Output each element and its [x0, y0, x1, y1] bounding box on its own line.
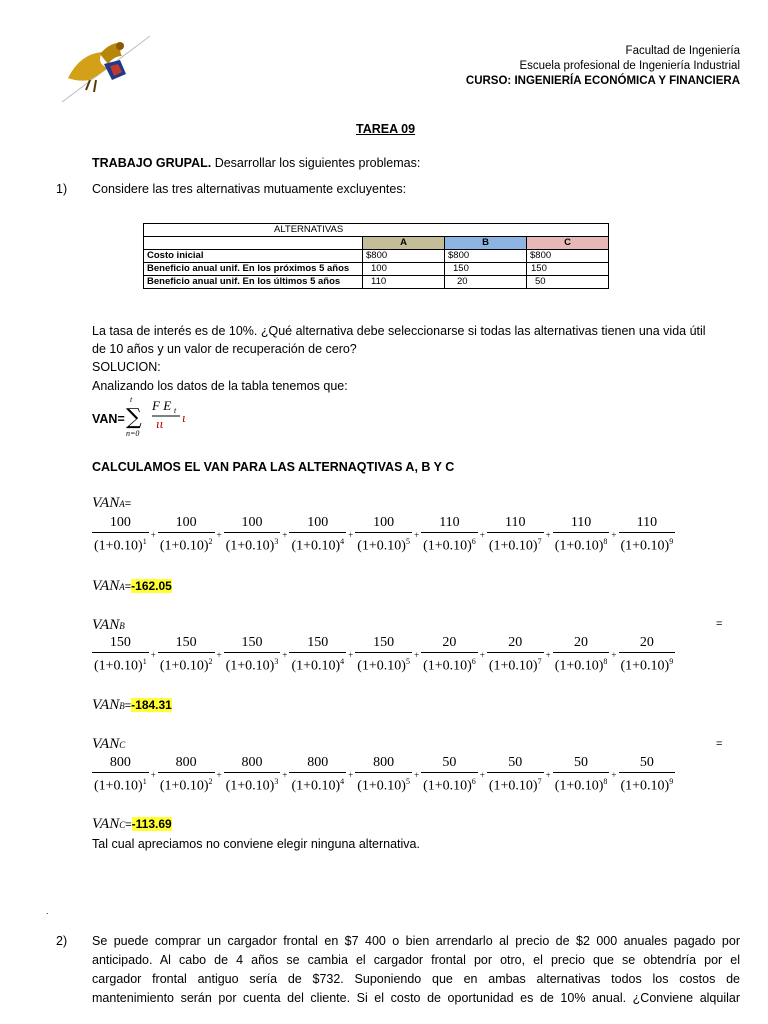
plus-sign: +	[413, 769, 420, 780]
fraction-denominator: $(1+0.10)^2$	[159, 537, 213, 554]
fraction-denominator: $(1+0.10)^2$	[159, 657, 213, 674]
fraction-numerator: 800	[158, 754, 215, 773]
fraction-term	[158, 754, 215, 796]
table-row	[144, 276, 609, 289]
fraction-denominator: $(1+0.10)^8$	[554, 657, 608, 674]
plus-sign: +	[216, 529, 222, 540]
fraction-denominator: $(1+0.10)^7$	[488, 777, 542, 794]
van-c-result: -113.69	[131, 817, 172, 831]
svg-text:∑: ∑	[126, 405, 142, 430]
plus-sign: +	[545, 649, 551, 660]
fraction-denominator: $(1+0.10)^9$	[620, 777, 674, 794]
plus-sign: +	[479, 769, 485, 780]
plus-sign: +	[545, 529, 551, 540]
fraction-denominator: $(1+0.10)^5$	[357, 657, 410, 674]
plus-sign: +	[216, 649, 222, 660]
fraction-term	[487, 634, 544, 676]
row-label: Beneficio anual unif. En los próximos 5 años	[144, 263, 363, 276]
fraction-term	[619, 634, 676, 676]
cell-value: 50	[527, 276, 609, 289]
fraction-numerator: 800	[224, 754, 281, 773]
fraction-term	[289, 754, 346, 796]
plus-sign: +	[150, 769, 156, 780]
header-course: CURSO: INGENIERÍA ECONÓMICA Y FINANCIERA	[465, 75, 740, 87]
svg-text:n=0: n=0	[126, 429, 140, 438]
fraction-numerator: 150	[289, 634, 346, 653]
fraction-numerator: 100	[92, 514, 149, 533]
intro-heading-rest: Desarrollar los siguientes problemas:	[211, 156, 421, 170]
fraction-term	[92, 754, 149, 796]
intro-heading: TRABAJO GRUPAL.	[92, 156, 212, 170]
fraction-numerator: 150	[355, 634, 412, 653]
fraction-denominator: $(1+0.10)^8$	[554, 777, 608, 794]
van-b-equals: =	[716, 618, 723, 630]
plus-sign: +	[348, 649, 354, 660]
fraction-term	[553, 754, 610, 796]
plus-sign: +	[413, 529, 420, 540]
fraction-numerator: 800	[92, 754, 149, 773]
fraction-term	[619, 514, 676, 556]
column-header-a: A	[363, 237, 445, 250]
van-c-equals: =	[716, 738, 723, 750]
fraction-term	[355, 754, 412, 796]
page-title: TAREA 09	[356, 122, 416, 136]
fraction-numerator: 20	[421, 634, 478, 653]
problem1-statement: Considere las tres alternativas mutuamente excluyentes:	[92, 182, 407, 196]
fraction-term	[355, 634, 412, 676]
fraction-numerator: 150	[92, 634, 149, 653]
van-c-result-line: VANC=-113.69	[92, 816, 172, 832]
problem2-number: 2)	[56, 934, 68, 948]
plus-sign: +	[611, 649, 617, 660]
plus-sign: +	[282, 649, 288, 660]
van-b-result: -184.31	[131, 698, 172, 712]
analysis-text: Analizando los datos de la tabla tenemos que:	[92, 379, 348, 393]
fraction-denominator: $(1+0.10)^3$	[225, 537, 279, 554]
fraction-term	[487, 514, 544, 556]
fraction-term	[487, 754, 544, 796]
fraction-denominator: $(1+0.10)^3$	[225, 657, 279, 674]
fraction-term	[92, 634, 149, 676]
van-c-label: VANC	[92, 736, 126, 752]
plus-sign: +	[150, 649, 156, 660]
solution-label: SOLUCION:	[92, 360, 161, 374]
fraction-numerator: 50	[421, 754, 478, 773]
plus-sign: +	[348, 529, 354, 540]
university-logo	[60, 34, 152, 106]
plus-sign: +	[348, 769, 354, 780]
fraction-denominator: $(1+0.10)^1$	[94, 657, 147, 674]
cell-value: 100	[363, 263, 445, 276]
plus-sign: +	[479, 529, 485, 540]
svg-text:F E: F E	[152, 398, 172, 413]
fraction-term	[289, 634, 346, 676]
fraction-denominator: $(1+0.10)^8$	[554, 537, 608, 554]
fraction-denominator: $(1+0.10)^3$	[225, 777, 279, 794]
alternatives-table	[143, 223, 609, 289]
conclusion-text: Tal cual apreciamos no conviene elegir ninguna alternativa.	[92, 837, 420, 851]
problem2-line-2: anticipado. Al cabo de 4 años se cambia el cargador frontal por otro, el precio que se obtendría por el	[92, 953, 740, 967]
fraction-denominator: $(1+0.10)^2$	[159, 777, 213, 794]
fraction-denominator: $(1+0.10)^1$	[94, 537, 147, 554]
problem1-number: 1)	[56, 182, 68, 196]
fraction-numerator: 110	[421, 514, 478, 533]
fraction-denominator: $(1+0.10)^6$	[423, 537, 476, 554]
fraction-numerator: 110	[619, 514, 676, 533]
problem2-line-4: mantenimiento serán por cuenta del cliente. Si el costo de oportunidad es de 10% anual. ¿Conviene alquilar	[92, 991, 740, 1005]
fraction-denominator: $(1+0.10)^7$	[488, 537, 542, 554]
van-a-result: -162.05	[131, 579, 172, 593]
stray-mark: .	[46, 906, 49, 916]
cell-value: 20	[445, 276, 527, 289]
van-a-result-line: VANA=-162.05	[92, 578, 172, 594]
fraction-denominator: $(1+0.10)^4$	[291, 657, 345, 674]
fraction-numerator: 50	[619, 754, 676, 773]
fraction-denominator: $(1+0.10)^7$	[488, 657, 542, 674]
fraction-numerator: 800	[355, 754, 412, 773]
fraction-numerator: 150	[224, 634, 281, 653]
row-label: Costo inicial	[144, 250, 363, 263]
cell-value: 150	[527, 263, 609, 276]
question-line-2: de 10 años y un valor de recuperación de cero?	[92, 342, 357, 356]
fraction-denominator: $(1+0.10)^6$	[423, 657, 476, 674]
van-formula-label: VAN=	[92, 412, 125, 426]
header-school: Escuela profesional de Ingeniería Industrial	[519, 60, 740, 72]
question-line-1: La tasa de interés es de 10%. ¿Qué alternativa debe seleccionarse si todas las alternativas tienen una vida útil	[92, 324, 706, 338]
fraction-numerator: 110	[553, 514, 610, 533]
fraction-numerator: 50	[487, 754, 544, 773]
problem2-line-1: Se puede comprar un cargador frontal en $7 400 o bien arrendarlo al precio de $2 000 anuales pagado por	[92, 934, 740, 948]
table-row	[144, 263, 609, 276]
fraction-numerator: 150	[158, 634, 215, 653]
van-a-label: VANA=	[92, 495, 132, 511]
fraction-term	[224, 634, 281, 676]
table-title: ALTERNATIVAS	[144, 224, 609, 237]
cell-value: $800	[363, 250, 445, 263]
fraction-term	[553, 514, 610, 556]
cell-value: 150	[445, 263, 527, 276]
problem2-line-3: cargador frontal antiguo sería de $732. Suponiendo que en ambas alternativas todos los costos de	[92, 972, 740, 986]
table-header-row	[144, 237, 609, 250]
plus-sign: +	[150, 529, 156, 540]
fraction-term	[92, 514, 149, 556]
row-label: Beneficio anual unif. En los últimos 5 años	[144, 276, 363, 289]
plus-sign: +	[611, 529, 617, 540]
column-header-c: C	[527, 237, 609, 250]
cell-value: $800	[445, 250, 527, 263]
fraction-term	[619, 754, 676, 796]
svg-text:ιι: ιι	[156, 416, 164, 431]
van-formula	[126, 394, 196, 440]
fraction-numerator: 20	[553, 634, 610, 653]
svg-text:t: t	[174, 406, 177, 415]
fraction-numerator: 110	[487, 514, 544, 533]
van-c-equation	[92, 754, 675, 796]
fraction-term	[224, 754, 281, 796]
fraction-term	[158, 514, 215, 556]
fraction-term	[224, 514, 281, 556]
cell-value: $800	[527, 250, 609, 263]
van-b-result-line: VANB=-184.31	[92, 697, 172, 713]
van-b-label: VANB	[92, 617, 125, 633]
svg-text:t: t	[130, 395, 133, 404]
fraction-term	[289, 514, 346, 556]
fraction-term	[553, 634, 610, 676]
fraction-numerator: 20	[619, 634, 676, 653]
fraction-term	[421, 754, 478, 796]
fraction-term	[355, 514, 412, 556]
intro-line	[92, 154, 420, 173]
calc-heading: CALCULAMOS EL VAN PARA LAS ALTERNAQTIVAS A, B Y C	[92, 460, 455, 474]
plus-sign: +	[611, 769, 617, 780]
fraction-term	[421, 514, 478, 556]
column-header-b: B	[445, 237, 527, 250]
header-faculty: Facultad de Ingeniería	[625, 45, 740, 57]
fraction-denominator: $(1+0.10)^9$	[620, 537, 674, 554]
svg-text:ι: ι	[182, 410, 186, 425]
fraction-denominator: $(1+0.10)^5$	[357, 537, 410, 554]
fraction-numerator: 100	[158, 514, 215, 533]
plus-sign: +	[545, 769, 551, 780]
fraction-denominator: $(1+0.10)^4$	[291, 777, 345, 794]
fraction-denominator: $(1+0.10)^5$	[357, 777, 410, 794]
van-b-equation	[92, 634, 675, 676]
van-a-equation	[92, 514, 675, 556]
fraction-term	[158, 634, 215, 676]
fraction-term	[421, 634, 478, 676]
table-row	[144, 250, 609, 263]
fraction-denominator: $(1+0.10)^9$	[620, 657, 674, 674]
cell-value: 110	[363, 276, 445, 289]
fraction-numerator: 20	[487, 634, 544, 653]
plus-sign: +	[216, 769, 222, 780]
plus-sign: +	[282, 529, 288, 540]
fraction-numerator: 100	[289, 514, 346, 533]
fraction-denominator: $(1+0.10)^6$	[423, 777, 476, 794]
fraction-numerator: 100	[224, 514, 281, 533]
fraction-denominator: $(1+0.10)^4$	[291, 537, 345, 554]
fraction-numerator: 50	[553, 754, 610, 773]
fraction-denominator: $(1+0.10)^1$	[94, 777, 147, 794]
plus-sign: +	[479, 649, 485, 660]
fraction-numerator: 100	[355, 514, 412, 533]
table-title-row	[144, 224, 609, 237]
plus-sign: +	[413, 649, 420, 660]
fraction-numerator: 800	[289, 754, 346, 773]
plus-sign: +	[282, 769, 288, 780]
